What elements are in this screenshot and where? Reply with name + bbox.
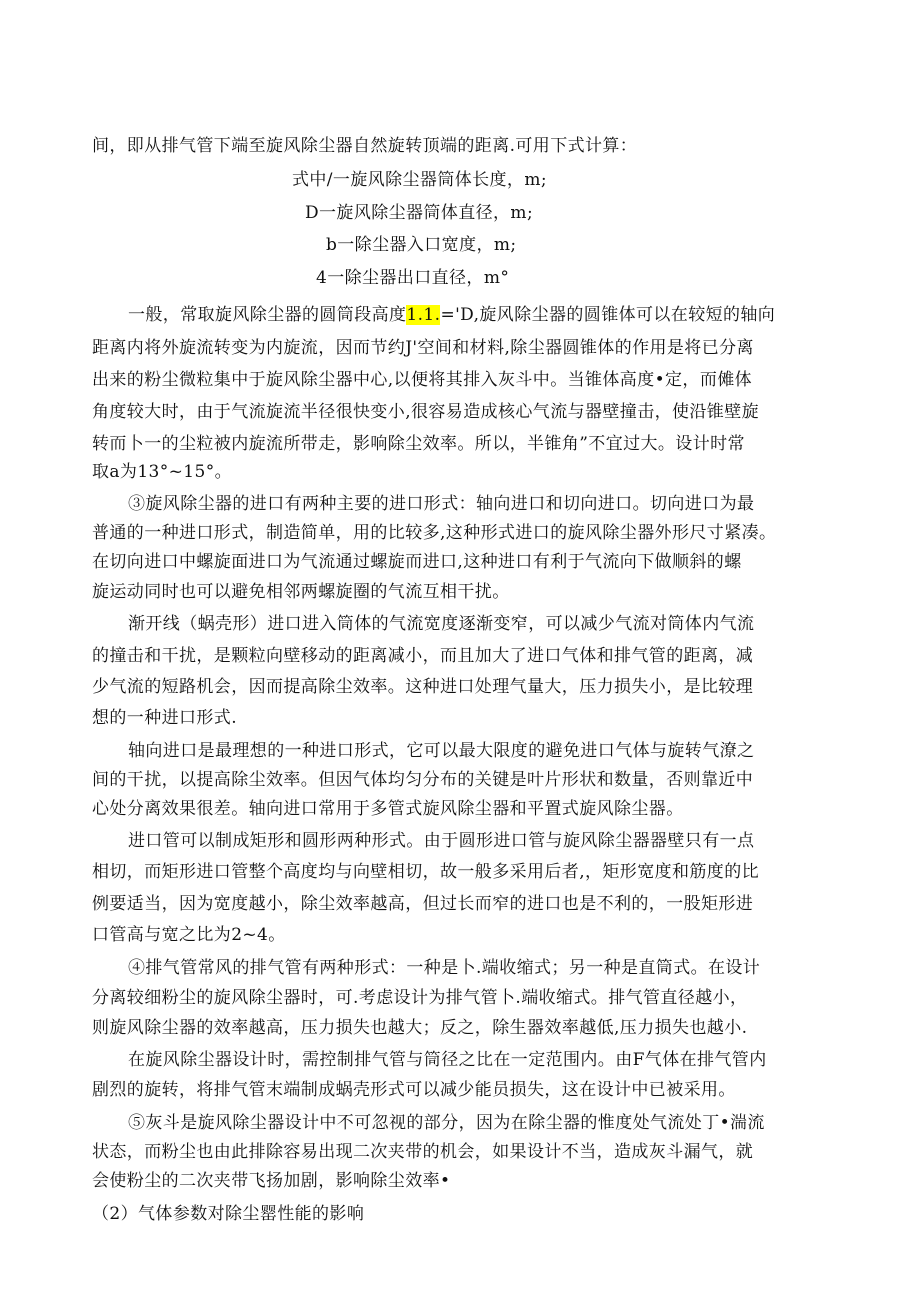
paragraph-line: 出来的粉尘微粒集中于旋风除尘器中心,以便将其排入灰斗中。当锥体高度•定，而傩体 xyxy=(92,370,753,390)
paragraph-line: 旋运动同时也可以避免相邻两螺旋圈的气流互相干扰。 xyxy=(92,582,510,602)
paragraph-line: 分离较细粉尘的旋风除尘器时，可.考虑设计为排气管卜.端收缩式。排气管直径越小， xyxy=(92,988,748,1008)
paragraph-line: 则旋风除尘器的效率越高，压力损失也越大；反之，除生器效率越低,压力损失也越小. xyxy=(92,1018,748,1038)
formula-def: b一除尘器入口宽度，m; xyxy=(326,235,517,255)
paragraph-line: 口管高与宽之比为2~4。 xyxy=(92,925,286,945)
paragraph-line: 渐开线（蜗壳形）进口进入筒体的气流宽度逐渐变窄，可以减少气流对筒体内气流 xyxy=(128,614,755,634)
paragraph-line: ④排气管常风的排气管有两种形式：一种是卜.端收缩式；另一种是直筒式。在设计 xyxy=(128,958,761,978)
paragraph-line: 在切向进口中螺旋面进口为气流通过螺旋而进口,这种进口有利于气流向下做顺斜的螺 xyxy=(92,552,742,572)
highlighted-text: 1.1. xyxy=(406,305,441,325)
paragraph-line: 状态，而粉尘也由此排除容易出现二次夹带的机会，如果设计不当，造成灰斗漏气，就 xyxy=(92,1142,754,1162)
paragraph-line: ⑤灰斗是旋风除尘器设计中不可忽视的部分，因为在除尘器的惟度处气流处丁•湍流 xyxy=(128,1113,765,1133)
paragraph-line: 轴向进口是最理想的一种进口形式，它可以最大限度的避免进口气体与旋转气潦之 xyxy=(128,741,755,761)
paragraph-line: 间的干扰，以提高除尘效率。但因气体均匀分布的关键是叶片形状和数量，否则靠近中 xyxy=(92,770,754,790)
paragraph-line: 角度较大时，由于气流旋流半径很快变小,很容易造成核心气流与器壁撞击，使沿锥壁旋 xyxy=(92,402,760,422)
paragraph-line: ③旋风除尘器的进口有两种主要的进口形式：轴向进口和切向进口。切向进口为最 xyxy=(128,494,755,514)
paragraph-line: 普通的一种进口形式，制造简单，用的比较多,这种形式进口的旋风除尘器外形尺寸紧凑。 xyxy=(92,523,777,543)
text-span: ='D,旋风除尘器的圆锥体可以在较短的轴向 xyxy=(440,305,776,325)
formula-def: 4一除尘器出口直径，m° xyxy=(316,268,510,288)
paragraph-line: 的撞击和干扰，是颗粒向壁移动的距离减小，而且加大了进口气体和排气管的距离，减 xyxy=(92,646,754,666)
paragraph-line: 想的一种进口形式. xyxy=(92,708,238,728)
formula-def: 式中/一旋风除尘器筒体长度，m; xyxy=(292,170,547,190)
paragraph-line: 进口管可以制成矩形和圆形两种形式。由于圆形进口管与旋风除尘器器壁只有一点 xyxy=(128,831,755,851)
paragraph-line: 会使粉尘的二次夹带飞扬加剧，影响除尘效率• xyxy=(92,1171,451,1191)
paragraph-line xyxy=(128,305,775,325)
paragraph-line: 少气流的短路机会，因而提高除尘效率。这种进口处理气量大，压力损失小，是比较理 xyxy=(92,677,754,697)
paragraph-line: 距离内将外旋流转变为内旋流，因而节约J'空间和材料,除尘器圆锥体的作用是将已分离 xyxy=(92,338,754,358)
text-span: 一般，常取旋风除尘器的圆筒段高度 xyxy=(128,305,407,325)
formula-def: D一旋风除尘器筒体直径，m; xyxy=(305,203,534,223)
paragraph-line: 取a为13°~15°。 xyxy=(92,462,233,482)
intro-line: 间，即从排气管下端至旋风除尘器自然旋转顶端的距离.可用下式计算： xyxy=(92,136,638,156)
paragraph-line: 转而卜一的尘粒被内旋流所带走，影响除尘效率。所以，半锥角”不宜过大。设计时常 xyxy=(92,434,745,454)
paragraph-line: 剧烈的旋转，将排气管末端制成蜗壳形式可以减少能员损失，这在设计中已被采用。 xyxy=(92,1080,736,1100)
paragraph-line: 在旋风除尘器设计时，需控制排气管与筒径之比在一定范围内。由F气体在排气管内 xyxy=(128,1050,767,1070)
paragraph-line: 例要适当，因为宽度越小，除尘效率越高，但过长而窄的进口也是不利的，一股矩形进 xyxy=(92,894,754,914)
paragraph-line: 心处分离效果很差。轴向进口常用于多管式旋风除尘器和平置式旋风除尘器。 xyxy=(92,799,684,819)
section-heading: （2）气体参数对除尘罂性能的影响 xyxy=(92,1204,365,1224)
paragraph-line: 相切，而矩形进口管整个高度均与向壁相切，故一般多采用后者,，矩形宽度和筋度的比 xyxy=(92,862,760,882)
